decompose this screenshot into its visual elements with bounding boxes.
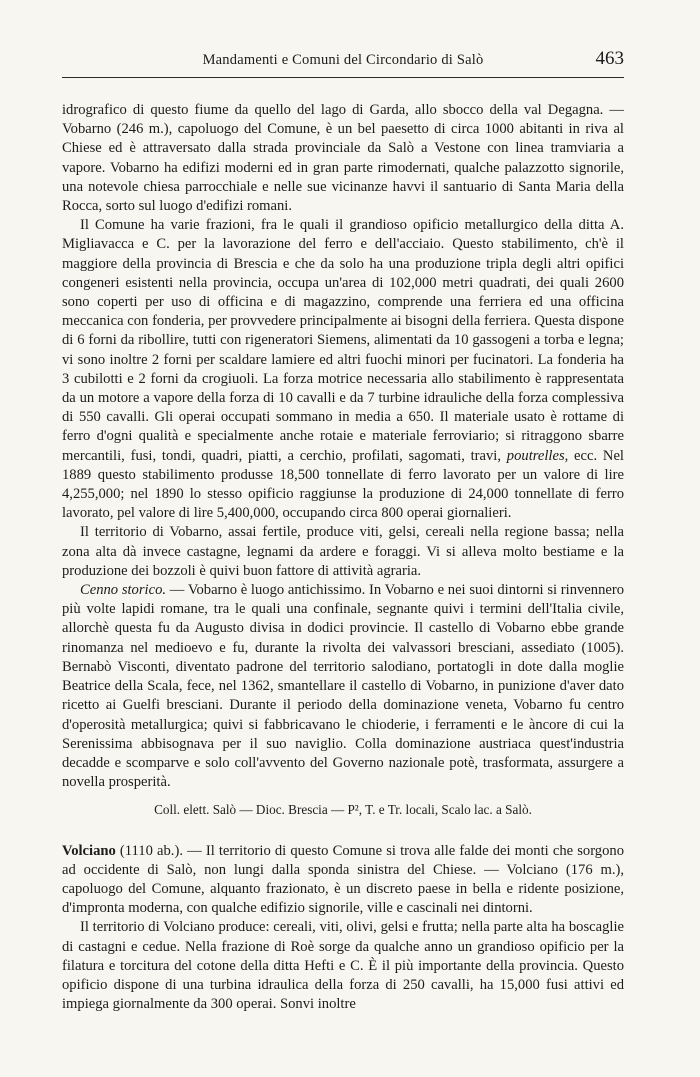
vobarno-paragraph-2 bbox=[62, 216, 624, 523]
vobarno-collegi-line: Coll. elett. Salò — Dioc. Brescia — P², T. e Tr. locali, Scalo lac. a Salò. bbox=[154, 802, 532, 818]
page-header bbox=[62, 48, 624, 74]
cenno-storico-label: Cenno storico. bbox=[80, 582, 167, 599]
vobarno-p2-italic: poutrelles bbox=[506, 447, 565, 464]
volciano-paragraph-2: Il territorio di Volciano produce: cereali, viti, olivi, gelsi e frutta; nella parte alta ha boscaglie di castagni e cedue. Nella frazione di Roè sorge da qualche anno un grandioso opificio per la filatura e torcitura del cotone della ditta Hefti e C. È il più importante della provincia. Questo opificio dispone di una turbina idraulica della forza di 250 cavalli, ha 15,000 fusi attivi ed impiega giornalmente da 300 operai. Sonvi inoltre bbox=[62, 919, 624, 1013]
vobarno-p2-text-b: , ecc. Nel 1889 questo stabilimento produsse 18,500 tonnellate di ferro lavorato per un valore di lire 4,255,000; nel 1890 lo stesso opificio raggiunse la produzione di 24,000 tonnellate di ferro lavorato, pel valore di lire 5,400,000, occupando circa 800 operai giornalieri. bbox=[62, 447, 624, 522]
volciano-heading: Volciano bbox=[62, 842, 116, 859]
running-title: Mandamenti e Comuni del Circondario di Salò bbox=[202, 52, 484, 68]
vobarno-paragraph-4 bbox=[62, 581, 624, 792]
volciano-p1-text: (1110 ab.). — Il territorio di questo Comune si trova alle falde dei monti che sorgono ad occidente di Salò, non lungi dalla sponda sinistra del Chiese. — Volciano (176 m.), capoluogo del Comune, alquanto frazionato, è un discreto paese in bella e ridente posizione, d'impronta moderna, con qualche edifizio signorile, ville e cascinali nei dintorni. bbox=[62, 842, 624, 917]
header-rule bbox=[62, 77, 624, 78]
page-body bbox=[62, 101, 624, 1014]
vobarno-p4-text: — Vobarno è luogo antichissimo. In Vobarno e nei suoi dintorni si rinvennero più volte lapidi romane, tra le quali una confinale, segnante quivi i termini dell'Italia civile, allorchè questa fu da Augusto divisa in dodici provincie. Il castello di Vobarno ebbe grande rinomanza nel medioevo e fu, durante la rivolta dei valvassori bresciani, assediato (1005). Bernabò Visconti, diventato padrone del territorio salodiano, portatogli in dote dalla moglie Beatrice della Scala, fece, nel 1362, smantellare il castello di Vobarno, in punizione d'aver dato ricetto ai Guelfi bresciani. Durante il periodo della dominazione veneta, Vobarno fu centro d'operosità metallurgica; quivi si fabbricavano le chioderie, i ferramenti e le àncore di cui la Serenissima abbisognava per il suo naviglio. Colla dominazione austriaca quest'industria decadde e scomparve e solo coll'avvento del Governo nazionale potè, trasformata, assurgere a novella prosperità. bbox=[62, 582, 624, 791]
vobarno-paragraph-3: Il territorio di Vobarno, assai fertile, produce viti, gelsi, cereali nella regione bassa; nella zona alta dà invece castagne, legnami da ardere e foraggi. Vi si alleva molto bestiame e la produzione dei bozzoli è quivi buon fattore di attività agraria. bbox=[62, 524, 624, 579]
volciano-paragraph-1 bbox=[62, 842, 624, 919]
vobarno-p2-text-a: Il Comune ha varie frazioni, fra le quali il grandioso opificio metallurgico della ditta A. Migliavacca e C. per la lavorazione del ferro e dell'acciaio. Questo stabilimento, ch'è il maggiore della provincia di Brescia e che da solo ha una produzione tripla degli altri opifici congeneri esistenti nella provincia, occupa un'area di 102,000 metri quadrati, dei quali 2600 sono coperti per uso di officina e di magazzino, comprende una ferriera ed una officina meccanica con fonderia, per provvedere principalmente ai bisogni della ferriera. Questa dispone di 6 forni da ribollire, tutti con rigeneratori Siemens, alimentati da 10 gassogeni a torba e legna; vi sono inoltre 2 forni per scaldare lamiere ed altri fuochi minori per fucinatori. La fonderia ha 3 cubilotti e 2 forni da crogiuoli. La forza motrice necessaria allo stabilimento è rappresentata da un motore a vapore della forza di 10 cavalli e da 7 turbine idrauliche della forza complessiva di 550 cavalli. Gli operai occupati sommano in media a 650. Il materiale usato è rottame di ferro d'ogni qualità e specialmente anche rotaie e materiale ferroviario; si ritraggono sbarre mercantili, fusi, tondi, quadri, piatti, a cerchio, profilati, sagomati, travi, bbox=[62, 217, 624, 464]
vobarno-paragraph-1: idrografico di questo fiume da quello del lago di Garda, allo sbocco della val Degagna. — Vobarno (246 m.), capoluogo del Comune, è un bel paesetto di circa 1000 abitanti in riva al Chiese ed è attraversato dalla strada provinciale da Salò a Vestone con linea tramviaria a vapore. Vobarno ha edifizi moderni ed in gran parte rimodernati, qualche palazzotto signorile, una notevole chiesa parrocchiale e nelle sue vicinanze havvi il santuario di Santa Maria della Rocca, sorto sul luogo d'edifizi romani. bbox=[62, 102, 624, 215]
page-number: 463 bbox=[595, 48, 624, 69]
section-gap bbox=[62, 820, 624, 842]
